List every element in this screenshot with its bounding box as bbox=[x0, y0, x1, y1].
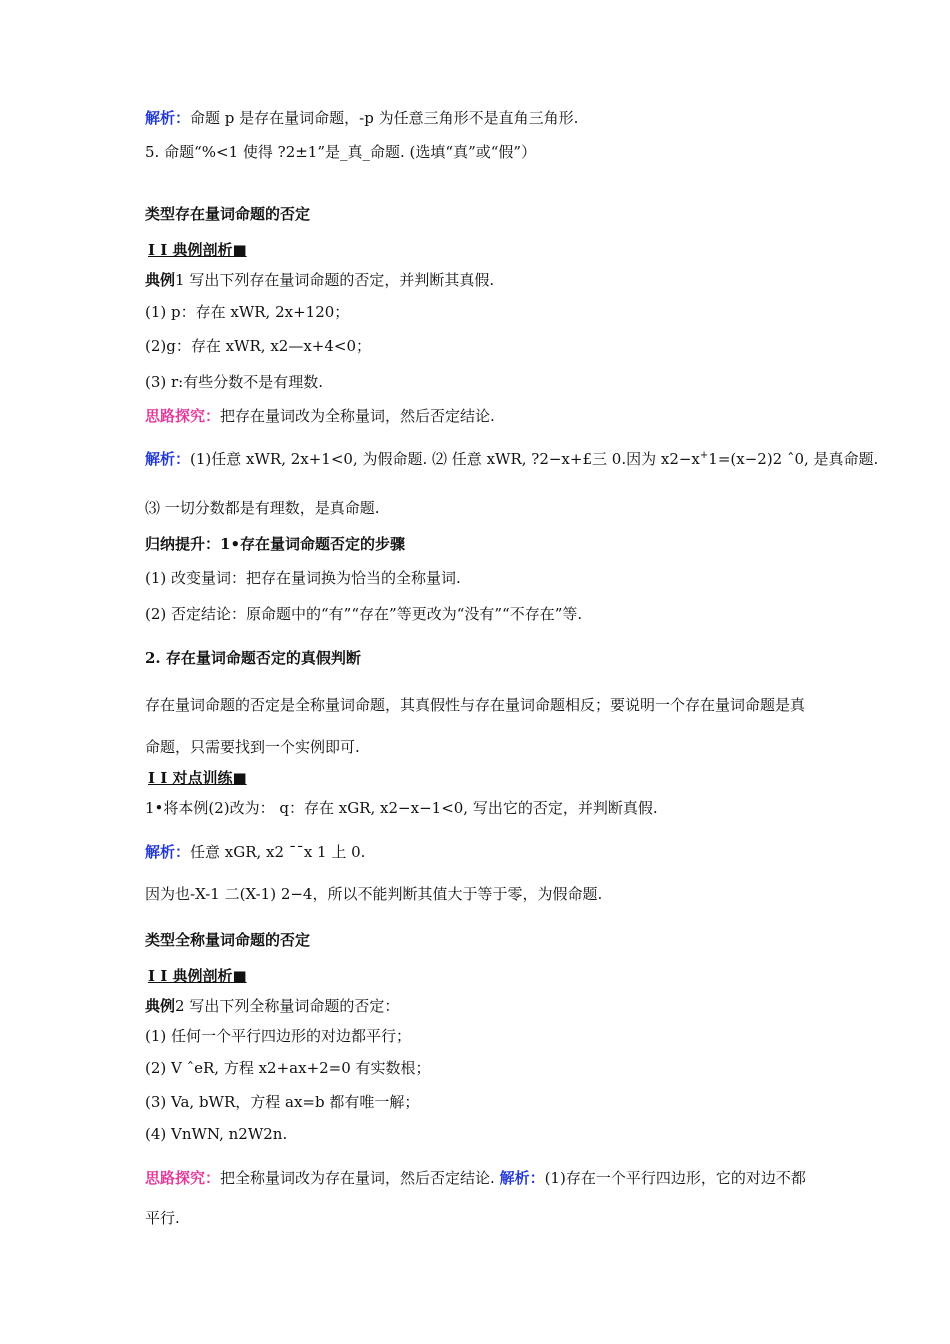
thinking-explore-1 bbox=[145, 406, 495, 426]
tag-text: I I 对点训练■ bbox=[148, 769, 247, 787]
answer-text: (1)任意 xWR, 2x+1<0, 为假命题. ⑵ 任意 xWR, ?2−x+£三 0.因为 x2−x bbox=[190, 450, 700, 468]
section-tag-example-analysis-2 bbox=[148, 966, 247, 986]
item-text: (1) p：存在 xWR, 2x+120； bbox=[145, 303, 350, 321]
analysis-label: 解析： bbox=[145, 109, 191, 127]
example-1-item-3 bbox=[145, 372, 323, 392]
subheading-true-false bbox=[145, 648, 361, 668]
section-heading-exist-negation bbox=[145, 204, 310, 224]
answer-text: 任意 xGR, x2 ˉˉx 1 上 0. bbox=[190, 843, 366, 861]
superscript: + bbox=[699, 450, 709, 461]
thinking-text: 把全称量词改为存在量词，然后否定结论. bbox=[220, 1169, 500, 1187]
analysis-label: 解析： bbox=[145, 450, 191, 468]
example-2-item-2 bbox=[145, 1058, 431, 1078]
example-text: 1 写出下列存在量词命题的否定，并判断其真假. bbox=[175, 271, 495, 289]
answer-text-cont: 1=(x−2)2 ˆ0, 是真命题. bbox=[708, 450, 879, 468]
item-text: (4) VnWN, n2W2n. bbox=[145, 1125, 288, 1143]
explanation-paragraph bbox=[145, 684, 815, 768]
summary-heading bbox=[145, 534, 405, 554]
practice-1-answer bbox=[145, 842, 365, 862]
example-1-item-2 bbox=[145, 336, 371, 356]
thinking-text: 把存在量词改为全称量词，然后否定结论. bbox=[220, 407, 495, 425]
example-1-answer bbox=[145, 446, 878, 469]
item-text: (2)g：存在 xWR, x2—x+4<0； bbox=[145, 337, 372, 355]
summary-step-2 bbox=[145, 604, 582, 624]
item-text: (3) Va, bWR，方程 ax=b 都有唯一解； bbox=[145, 1093, 420, 1111]
answer-text: (1)存在一个平行四边形，它的对边不都平行. bbox=[145, 1169, 806, 1227]
analysis-label: 解析： bbox=[499, 1169, 545, 1187]
step-text: (2) 否定结论：原命题中的“有”“存在”等更改为“没有”“不存在”等. bbox=[145, 605, 583, 623]
thinking-label: 思路探究： bbox=[145, 1169, 221, 1187]
example-1-item-1 bbox=[145, 302, 349, 322]
practice-1 bbox=[145, 798, 658, 818]
answer-line-p bbox=[145, 108, 578, 128]
heading-text: 归纳提升：1•存在量词命题否定的步骤 bbox=[145, 535, 406, 553]
analysis-label: 解析： bbox=[145, 843, 191, 861]
example-2-item-4 bbox=[145, 1124, 287, 1144]
example-label: 典例 bbox=[145, 271, 176, 289]
heading-text: 类型全称量词命题的否定 bbox=[145, 931, 311, 949]
paragraph-text: 存在量词命题的否定是全称量词命题，其真假性与存在量词命题相反；要说明一个存在量词命题是真命题，只需要找到一个实例即可. bbox=[145, 696, 806, 756]
step-text: (1) 改变量词：把存在量词换为恰当的全称量词. bbox=[145, 569, 461, 587]
example-2-thinking-answer bbox=[145, 1158, 815, 1238]
summary-step-1 bbox=[145, 568, 461, 588]
example-1-answer-3 bbox=[145, 498, 380, 518]
practice-1-reason bbox=[145, 884, 602, 904]
answer-text: ⑶ 一切分数都是有理数，是真命题. bbox=[145, 499, 380, 517]
tag-text: I I 典例剖析■ bbox=[148, 967, 247, 985]
example-2-item-3 bbox=[145, 1092, 419, 1112]
example-2-title bbox=[145, 996, 399, 1016]
example-text: 2 写出下列全称量词命题的否定： bbox=[175, 997, 400, 1015]
item-text: (2) V ˆeR, 方程 x2+ax+2=0 有实数根； bbox=[145, 1059, 431, 1077]
item-text: (1) 任何一个平行四边形的对边都平行； bbox=[145, 1027, 412, 1045]
section-tag-practice bbox=[148, 768, 247, 788]
answer-text: 命题 p 是存在量词命题，-p 为任意三角形不是直角三角形. bbox=[190, 109, 579, 127]
practice-text: 1•将本例(2)改为： q：存在 xGR, x2−x−1<0, 写出它的否定，并判断真假. bbox=[145, 799, 658, 817]
section-tag-example-analysis bbox=[148, 240, 247, 260]
question-5 bbox=[145, 142, 536, 162]
reason-text: 因为也-X-1 二(X-1) 2−4，所以不能判断其值大于等于零，为假命题. bbox=[145, 885, 603, 903]
thinking-label: 思路探究： bbox=[145, 407, 221, 425]
item-text: (3) r:有些分数不是有理数. bbox=[145, 373, 324, 391]
heading-text: 2. 存在量词命题否定的真假判断 bbox=[145, 649, 361, 667]
example-2-item-1 bbox=[145, 1026, 411, 1046]
example-label: 典例 bbox=[145, 997, 176, 1015]
heading-text: 类型存在量词命题的否定 bbox=[145, 205, 311, 223]
question-text: 5. 命题“%<1 使得 ?2±1”是_真_命题. (选填“真”或“假”） bbox=[145, 143, 537, 161]
tag-text: I I 典例剖析■ bbox=[148, 241, 247, 259]
example-1-title bbox=[145, 270, 494, 290]
section-heading-universal-negation bbox=[145, 930, 310, 950]
